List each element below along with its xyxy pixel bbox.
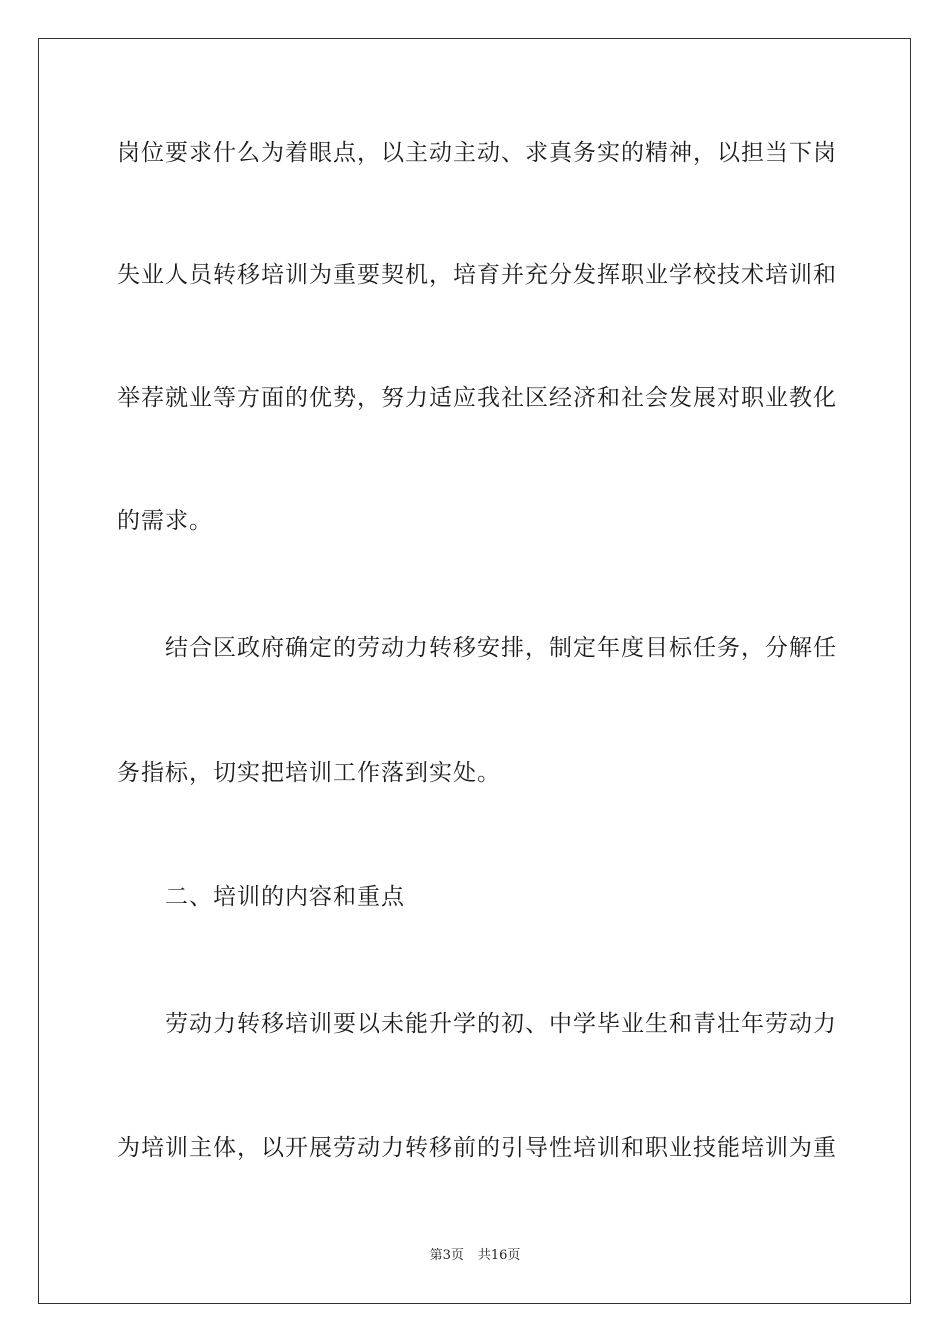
paragraph-first-line: 结合区政府确定的劳动力转移安排，制定年度目标任务，分解任 bbox=[165, 635, 837, 661]
body-text-line-2: 失业人员转移培训为重要契机，培育并充分发挥职业学校技术培训和 bbox=[117, 262, 837, 288]
page-number: 第3页 bbox=[429, 1248, 464, 1263]
body-text-line-4: 的需求。 bbox=[117, 508, 213, 534]
body-text-line-1: 岗位要求什么为着眼点，以主动主动、求真务实的精神，以担当下岗 bbox=[117, 140, 837, 166]
paragraph-first-line: 劳动力转移培训要以未能升学的初、中学毕业生和青壮年劳动力 bbox=[165, 1011, 837, 1037]
page-border bbox=[38, 38, 911, 1304]
page-total: 共16页 bbox=[477, 1248, 521, 1263]
body-text-line-6: 务指标，切实把培训工作落到实处。 bbox=[117, 760, 501, 786]
page-footer bbox=[0, 1247, 950, 1265]
body-text-line-9: 为培训主体，以开展劳动力转移前的引导性培训和职业技能培训为重 bbox=[117, 1135, 837, 1161]
section-heading: 二、培训的内容和重点 bbox=[165, 884, 405, 910]
body-text-line-3: 举荐就业等方面的优势，努力适应我社区经济和社会发展对职业教化 bbox=[117, 385, 837, 411]
